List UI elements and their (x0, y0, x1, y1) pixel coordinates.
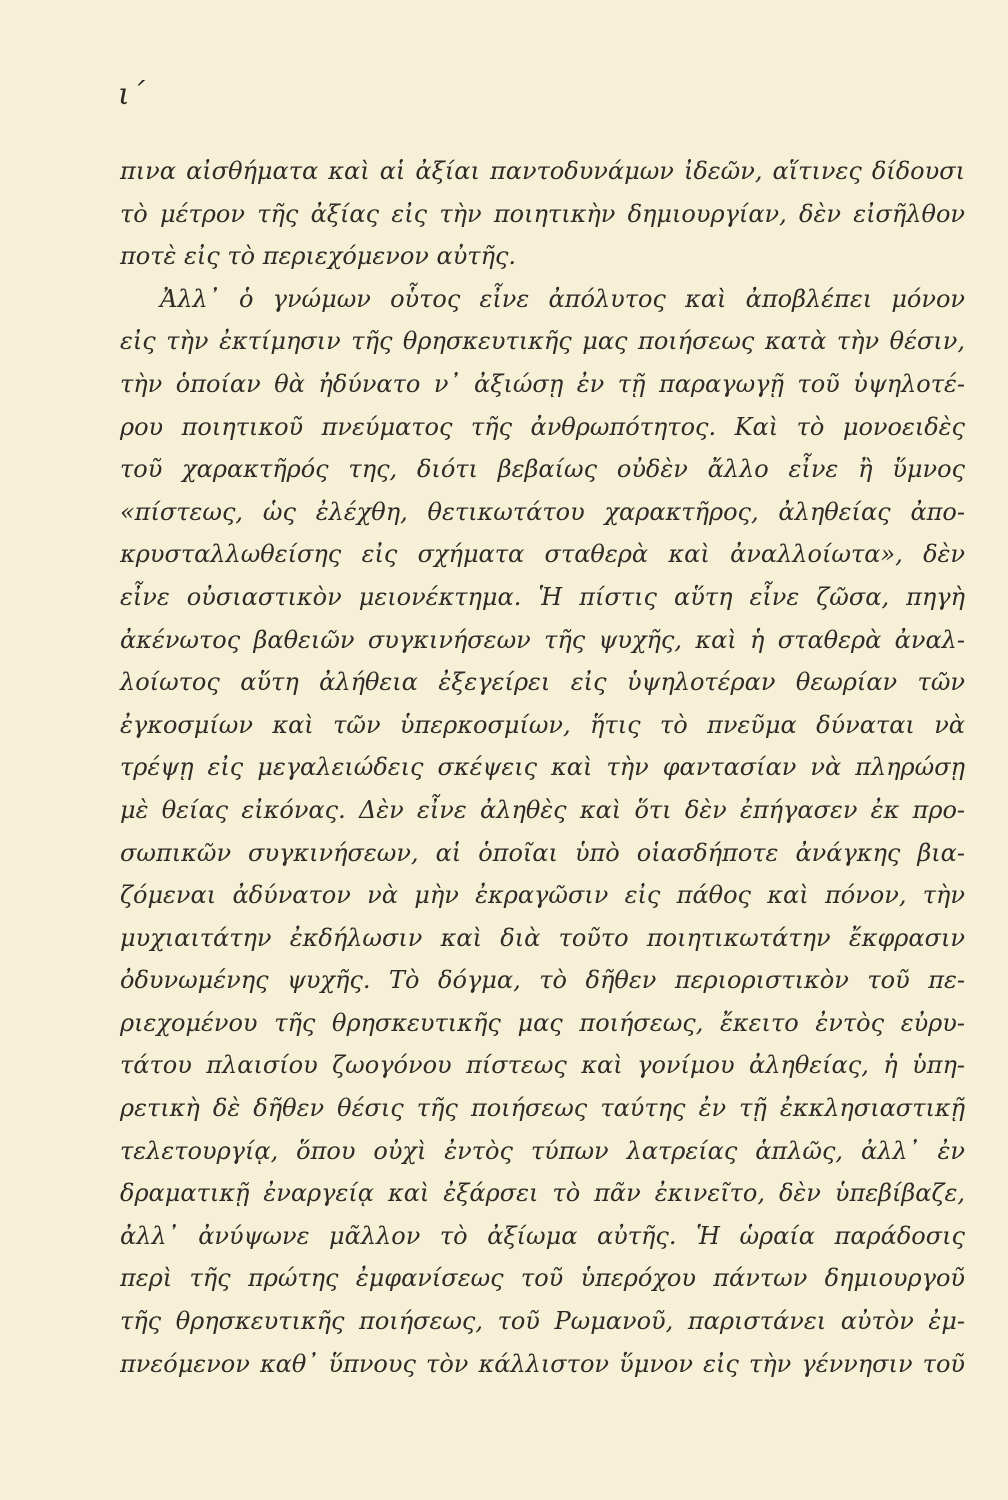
text-line: λοίωτος αὕτη ἀλήθεια ἐξεγείρει εἰς ὑψηλοτέραν θεωρίαν τῶν (120, 668, 965, 697)
text-line: δραματικῇ ἐναργείᾳ καὶ ἐξάρσει τὸ πᾶν ἐκινεῖτο, δὲν ὑπεβίβαζε, (120, 1179, 965, 1208)
text-line: τελετουργίᾳ, ὅπου οὐχὶ ἐντὸς τύπων λατρείας ἁπλῶς, ἀλλ᾿ ἐν (120, 1136, 965, 1165)
text-line: ρου ποιητικοῦ πνεύματος τῆς ἀνθρωπότητος. Καὶ τὸ μονοειδὲς (120, 412, 965, 441)
page-number: ι´ (118, 77, 145, 112)
text-line: πνεόμενον καθ᾿ ὕπνους τὸν κάλλιστον ὕμνον εἰς τὴν γέννησιν τοῦ (120, 1349, 965, 1378)
text-line: μὲ θείας εἰκόνας. Δὲν εἶνε ἀληθὲς καὶ ὅτι δὲν ἐπήγασεν ἐκ προ- (120, 795, 965, 824)
text-line: τὸ μέτρον τῆς ἀξίας εἰς τὴν ποιητικὴν δημιουργίαν, δὲν εἰσῆλθον (120, 199, 965, 228)
text-line: ζόμεναι ἀδύνατον νὰ μὴν ἐκραγῶσιν εἰς πάθος καὶ πόνον, τὴν (120, 881, 965, 910)
text-line: σωπικῶν συγκινήσεων, αἱ ὁποῖαι ὑπὸ οἱασδήποτε ἀνάγκης βια- (120, 838, 965, 867)
text-line: ἐγκοσμίων καὶ τῶν ὑπερκοσμίων, ἥτις τὸ πνεῦμα δύναται νὰ (120, 710, 965, 739)
text-line: κρυσταλλωθείσης εἰς σχήματα σταθερὰ καὶ ἀναλλοίωτα», δὲν (120, 540, 965, 569)
text-line: τρέψῃ εἰς μεγαλειώδεις σκέψεις καὶ τὴν φαντασίαν νὰ πληρώσῃ (120, 753, 965, 782)
text-line: εἶνε οὐσιαστικὸν μειονέκτημα. Ἡ πίστις αὕτη εἶνε ζῶσα, πηγὴ (120, 582, 965, 611)
text-line: περὶ τῆς πρώτης ἐμφανίσεως τοῦ ὑπερόχου πάντων δημιουργοῦ (120, 1264, 965, 1293)
text-line: ἀλλ᾿ ἀνύψωνε μᾶλλον τὸ ἀξίωμα αὐτῆς. Ἡ ὡραία παράδοσις (120, 1221, 965, 1250)
text-line: ριεχομένου τῆς θρησκευτικῆς μας ποιήσεως, ἔκειτο ἐντὸς εὐρυ- (120, 1008, 965, 1037)
text-line: τὴν ὁποίαν θὰ ἠδύνατο ν᾿ ἀξιώσῃ ἐν τῇ παραγωγῇ τοῦ ὑψηλοτέ- (120, 369, 965, 398)
text-line: τάτου πλαισίου ζωογόνου πίστεως καὶ γονίμου ἀληθείας, ἡ ὑπη- (120, 1051, 965, 1080)
text-line: ποτὲ εἰς τὸ περιεχόμενον αὐτῆς. (120, 242, 517, 271)
text-line: τῆς θρησκευτικῆς ποιήσεως, τοῦ Ρωμανοῦ, παριστάνει αὐτὸν ἐμ- (120, 1307, 965, 1336)
text-line: τοῦ χαρακτῆρός της, διότι βεβαίως οὐδὲν ἄλλο εἶνε ἢ ὕμνος (120, 455, 965, 484)
text-line: ἀκένωτος βαθειῶν συγκινήσεων τῆς ψυχῆς, καὶ ἡ σταθερὰ ἀναλ- (120, 625, 965, 654)
text-line: Ἀλλ᾿ ὁ γνώμων οὗτος εἶνε ἀπόλυτος καὶ ἀποβλέπει μόνον (160, 284, 965, 313)
text-line: πινα αἰσθήματα καὶ αἱ ἀξίαι παντοδυνάμων ἰδεῶν, αἵτινες δίδουσι (120, 157, 965, 185)
text-line: εἰς τὴν ἐκτίμησιν τῆς θρησκευτικῆς μας ποιήσεως κατὰ τὴν θέσιν, (120, 327, 965, 356)
text-line: «πίστεως, ὡς ἐλέχθη, θετικωτάτου χαρακτῆρος, ἀληθείας ἀπο- (120, 497, 965, 526)
text-line: ὀδυνωμένης ψυχῆς. Τὸ δόγμα, τὸ δῆθεν περιοριστικὸν τοῦ πε- (120, 966, 965, 995)
body-text (120, 150, 965, 1385)
text-line: ρετικὴ δὲ δῆθεν θέσις τῆς ποιήσεως ταύτης ἐν τῇ ἐκκλησιαστικῇ (120, 1094, 965, 1123)
text-line: μυχιαιτάτην ἐκδήλωσιν καὶ διὰ τοῦτο ποιητικωτάτην ἔκφρασιν (120, 923, 965, 952)
